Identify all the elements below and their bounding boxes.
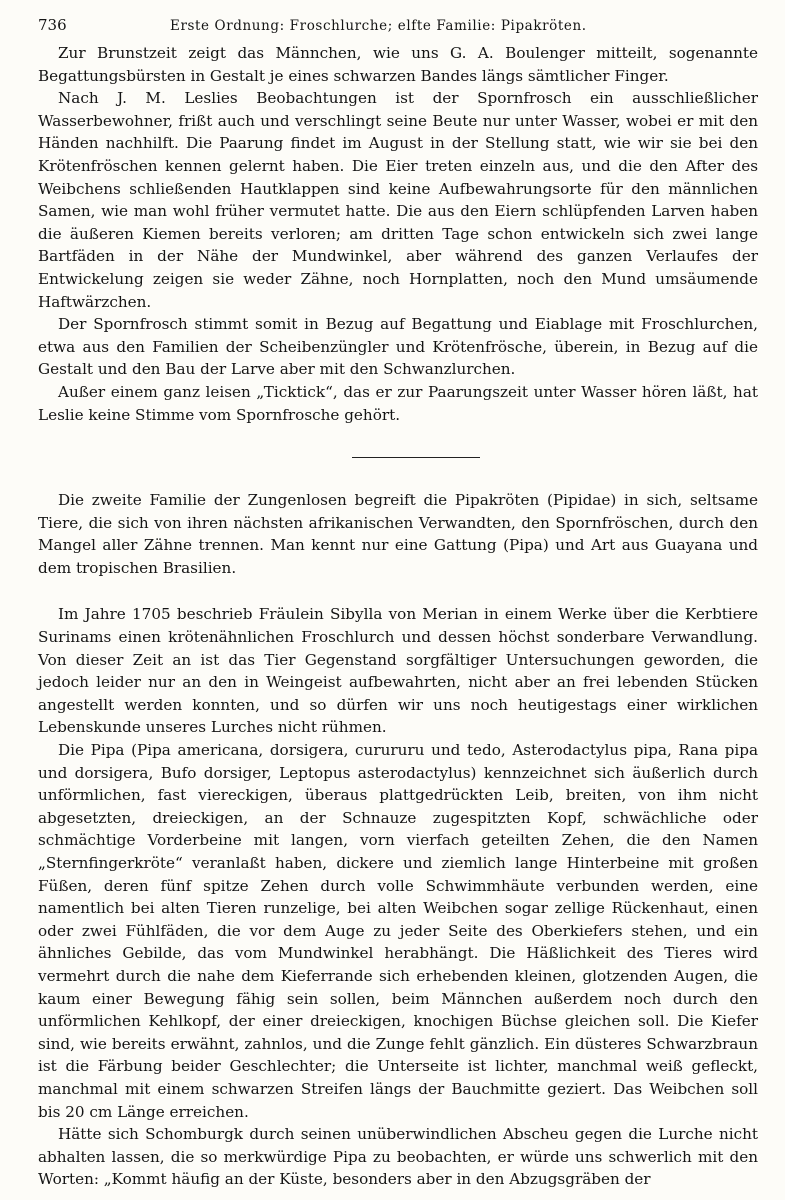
page-number: 736: [38, 16, 67, 34]
page-header: [38, 16, 758, 42]
section-gap: [38, 579, 758, 603]
section-pipidae-intro: [38, 489, 758, 579]
paragraph-merian-1705: Im Jahre 1705 beschrieb Fräulein Sibylla von Merian in einem Werke über die Kerbtiere Surinams einen krötenähnlichen Froschlurch und dessen höchst sonderbare Verwandlung. Von dieser Zeit an ist das Tier Gegenstand sorgfältiger Untersuchungen geworden, die jedoch leider nur an den in Weingeist aufbewahrten, nicht aber an frei lebenden Stücken angestellt werden konnten, und so dürfen wir uns noch heutigestags einer wirklichen Lebenskunde unseres Lurches nicht rühmen.: [38, 605, 758, 737]
paragraph-brunstzeit: Zur Brunstzeit zeigt das Männchen, wie uns G. A. Boulenger mitteilt, sogenannte Begattungsbürsten in Gestalt je eines schwarzen Bandes längs sämtlicher Finger.: [38, 44, 758, 85]
paragraph-pipa-description: Die Pipa (Pipa americana, dorsigera, curururu und tedo, Asterodactylus pipa, Rana pipa und dorsigera, Bufo dorsiger, Leptopus asterodactylus) kennzeichnet sich äußerlich durch unförmlichen, fast viereckigen, überaus plattgedrückten Leib, breiten, von ihm nicht abgesetzten, dreieckigen, an der Schnauze zugespitzten Kopf, schwächliche oder schmächtige Vorderbeine mit langen, vorn vierfach geteilten Zehen, die den Namen „Sternfingerkröte“ veranlaßt haben, dickere und ziemlich lange Hinterbeine mit großen Füßen, deren fünf spitze Zehen durch volle Schwimmhäute verbunden werden, eine namentlich bei alten Tieren runzelige, bei alten Weibchen sogar zellige Rückenhaut, einen oder zwei Fühlfäden, die vor dem Auge zu jeder Seite des Oberkiefers stehen, und ein ähnliches Gebilde, das vom Mundwinkel herabhängt. Die Häßlichkeit des Tieres wird vermehrt durch die nahe dem Kieferrande sich erhebenden kleinen, glotzenden Augen, die kaum einer Bewegung fähig sein sollen, beim Männchen außerdem noch durch den unförmlichen Kehlkopf, der einer dreieckigen, knochigen Büchse gleichen soll. Die Kiefer sind, wie bereits erwähnt, zahnlos, und die Zunge fehlt gänzlich. Ein düsteres Schwarzbraun ist die Färbung beider Geschlechter; die Unterseite ist lichter, manchmal weiß gefleckt, manchmal mit einem schwarzen Streifen längs der Bauchmitte geziert. Das Weibchen soll bis 20 cm Länge erreichen.: [38, 741, 758, 1121]
paragraph-begattung-eiablage: Der Spornfrosch stimmt somit in Bezug auf Begattung und Eiablage mit Froschlurchen, etwa aus den Familien der Scheibenzüngler und Krötenfrösche, überein, in Bezug auf die Gestalt und den Bau der Larve aber mit den Schwanzlurchen.: [38, 315, 758, 379]
paragraph-pipidae-family: Die zweite Familie der Zungenlosen begreift die Pipakröten (Pipidae) in sich, seltsame Tiere, die sich von ihren nächsten afrikanischen Verwandten, den Spornfröschen, durch den Mangel aller Zähne trennen. Man kennt nur eine Gattung (Pipa) und Art aus Guayana und dem tropischen Brasilien.: [38, 491, 758, 577]
section-pipa-description: [38, 603, 758, 1190]
running-title: Erste Ordnung: Froschlurche; elfte Familie: Pipakröten.: [170, 18, 587, 34]
paragraph-schomburgk: Hätte sich Schomburgk durch seinen unüberwindlichen Abscheu gegen die Lurche nicht abhalten lassen, die so merkwürdige Pipa zu beobachten, er würde uns schwerlich mit den Worten: „Kommt häufig an der Küste, besonders aber in den Abzugsgräben der: [38, 1125, 758, 1189]
book-page: [38, 16, 758, 1191]
paragraph-ticktick: Außer einem ganz leisen „Ticktick“, das er zur Paarungszeit unter Wasser hören läßt, hat Leslie keine Stimme vom Spornfrosche gehört.: [38, 382, 758, 424]
section-spornfrosch-text: [38, 42, 758, 426]
paragraph-leslie-beobachtungen: Nach J. M. Leslies Beobachtungen ist der Spornfrosch ein ausschließlicher Wasserbewohner, frißt auch und verschlingt seine Beute nur unter Wasser, wobei er mit den Händen nachhilft. Die Paarung findet im August in der Stellung statt, wie wir sie bei den Krötenfröschen kennen gelernt haben. Die Eier treten einzeln aus, und die den After des Weibchens schließenden Hautklappen sind keine Aufbewahrungsorte für den männlichen Samen, wie man wohl früher vermutet hatte. Die aus den Eiern schlüpfenden Larven haben die äußeren Kiemen bereits verloren; am dritten Tage schon entwickeln sich zwei lange Bartfäden in der Nähe der Mundwinkel, aber während des ganzen Verlaufes der Entwickelung zeigen sie weder Zähne, noch Hornplatten, noch den Mund umsäumende Haftwärzchen.: [38, 89, 758, 311]
section-divider: [352, 457, 480, 458]
